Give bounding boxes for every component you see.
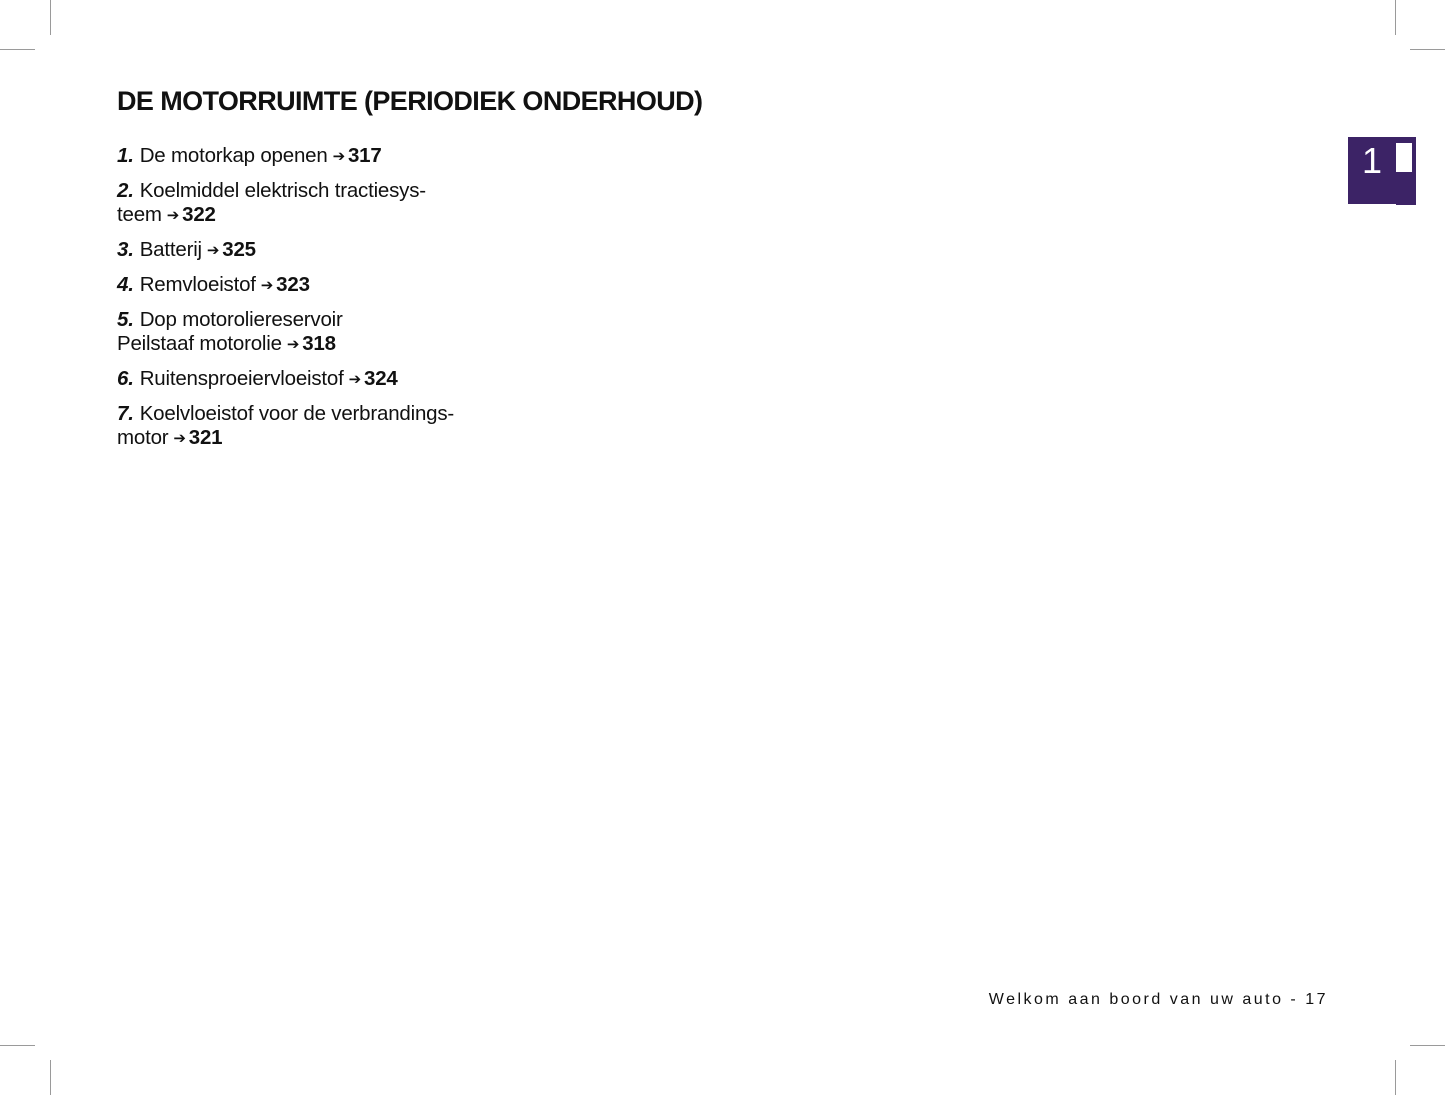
page-reference[interactable]: 322 bbox=[182, 203, 216, 226]
item-number: 7. bbox=[117, 402, 134, 425]
item-label: Dop motoroliereservoir bbox=[139, 308, 343, 331]
list-item[interactable] bbox=[117, 273, 537, 299]
item-label: Ruitensproeiervloeistof bbox=[139, 367, 344, 390]
list-item[interactable] bbox=[117, 238, 537, 264]
crop-mark-bottom-left-vertical bbox=[50, 1060, 51, 1095]
arrow-right-icon: ➔ bbox=[286, 336, 300, 353]
list-item[interactable] bbox=[117, 402, 537, 452]
page-reference[interactable]: 323 bbox=[276, 273, 310, 296]
list-item[interactable] bbox=[117, 144, 537, 170]
item-number: 5. bbox=[117, 308, 134, 331]
crop-mark-bottom-right-horizontal bbox=[1410, 1045, 1445, 1046]
page-footer: Welkom aan boord van uw auto - 17 bbox=[988, 991, 1328, 1008]
item-number: 2. bbox=[117, 179, 134, 202]
arrow-right-icon: ➔ bbox=[332, 148, 345, 165]
crop-mark-top-left-vertical bbox=[50, 0, 51, 35]
arrow-right-icon: ➔ bbox=[260, 277, 274, 294]
arrow-right-icon: ➔ bbox=[206, 242, 220, 259]
maintenance-item-list bbox=[117, 144, 537, 461]
list-item[interactable] bbox=[117, 179, 537, 229]
arrow-right-icon: ➔ bbox=[173, 430, 186, 447]
page-reference[interactable]: 318 bbox=[302, 332, 336, 355]
item-label: Remvloeistof bbox=[139, 273, 256, 296]
chapter-tab[interactable]: 1 bbox=[1348, 137, 1396, 204]
item-number: 6. bbox=[117, 367, 134, 390]
crop-mark-top-right-vertical bbox=[1395, 0, 1396, 35]
page-reference[interactable]: 325 bbox=[222, 238, 256, 261]
item-label: De motorkap openen bbox=[139, 144, 328, 167]
chapter-tab-notch bbox=[1396, 143, 1412, 172]
item-label-continued: Peilstaaf motorolie bbox=[117, 332, 282, 355]
item-label: Koelmiddel elektrisch tractiesys- bbox=[139, 179, 426, 202]
page-reference[interactable]: 324 bbox=[364, 367, 398, 390]
item-label-continued: teem bbox=[117, 203, 162, 226]
item-label-continued: motor bbox=[117, 426, 169, 449]
item-number: 4. bbox=[117, 273, 134, 296]
section-heading: DE MOTORRUIMTE (PERIODIEK ONDERHOUD) bbox=[117, 86, 703, 116]
crop-mark-top-right-horizontal bbox=[1410, 49, 1445, 50]
chapter-tab-edge bbox=[1396, 137, 1416, 205]
list-item[interactable] bbox=[117, 308, 537, 358]
item-label: Batterij bbox=[139, 238, 202, 261]
item-number: 3. bbox=[117, 238, 134, 261]
crop-mark-bottom-right-vertical bbox=[1395, 1060, 1396, 1095]
page-reference[interactable]: 317 bbox=[347, 144, 382, 167]
item-number: 1. bbox=[117, 144, 134, 167]
page-reference[interactable]: 321 bbox=[188, 426, 223, 449]
crop-mark-top-left-horizontal bbox=[0, 49, 35, 50]
item-label: Koelvloeistof voor de verbrandings- bbox=[139, 402, 455, 425]
crop-mark-bottom-left-horizontal bbox=[0, 1045, 35, 1046]
list-item[interactable] bbox=[117, 367, 537, 393]
arrow-right-icon: ➔ bbox=[166, 207, 180, 224]
arrow-right-icon: ➔ bbox=[348, 371, 362, 388]
